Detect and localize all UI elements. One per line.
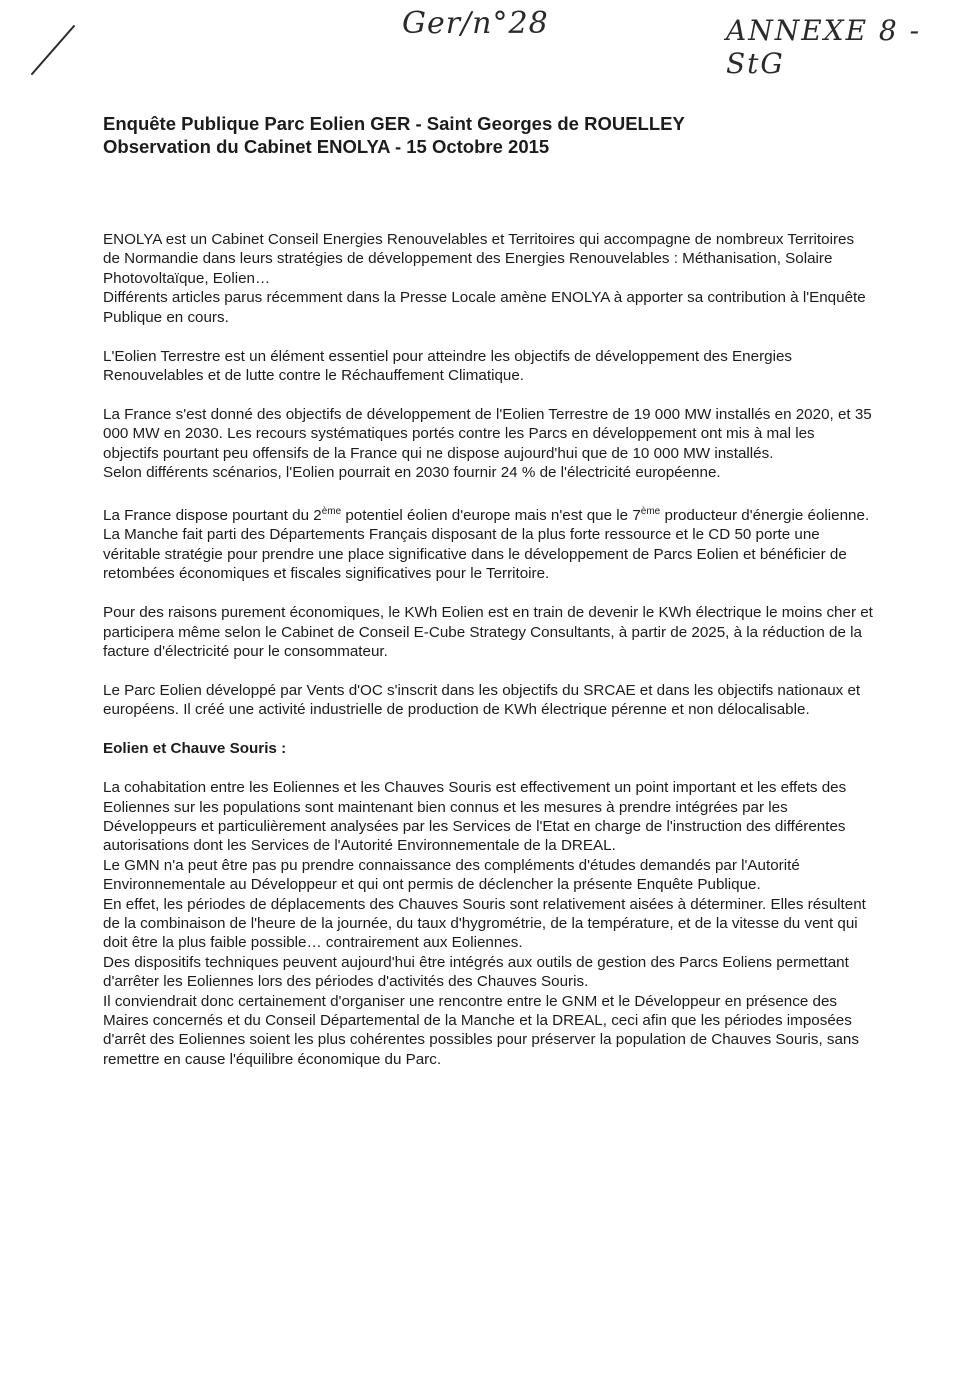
paragraph-eolien-terrestre: L'Eolien Terrestre est un élément essentiel pour atteindre les objectifs de développement des Energies Renouvelables et de lutte contre le Réchauffement Climatique. xyxy=(103,347,792,384)
handwritten-reference: Ger/n°28 xyxy=(402,6,549,41)
potentiel-text-3: producteur d'énergie éolienne. La Manche fait parti des Départements Français disposant de la plus forte ressource et le CD 50 porte une véritable stratégie pour prendre une place significative dans le développement de Parcs Eolien et bénéficier de retombées économiques et fiscales significatives pour le Territoire. xyxy=(103,507,870,583)
paragraph-potentiel xyxy=(103,502,873,584)
section-heading-chauve-souris: Eolien et Chauve Souris : xyxy=(103,740,287,758)
potentiel-text-1: La France dispose pourtant du 2 xyxy=(103,507,322,525)
paragraph-scenarios: Selon différents scénarios, l'Eolien pourrait en 2030 fournir 24 % de l'électricité européenne. xyxy=(103,464,721,482)
title-line-1: Enquête Publique Parc Eolien GER - Saint Georges de ROUELLEY xyxy=(103,113,685,134)
superscript-eme-2: ème xyxy=(640,505,661,517)
paragraph-economie: Pour des raisons purement économiques, le KWh Eolien est en train de devenir le KWh électrique le moins cher et participera même selon le Cabinet de Conseil E-Cube Strategy Consultants, à partir de 2025, à la réduction de la facture d'électricité pour le consommateur. xyxy=(103,604,873,660)
paragraph-cohabitation: La cohabitation entre les Eoliennes et les Chauves Souris est effectivement un point important et les effets des Eoliennes sur les populations sont maintenant bien connus et les mesures à prendre intégrées par les Développeurs et particulièrement analysées par les Services de l'Etat en charge de l'instruction des différentes autorisations dont les Services de l'Autorité Environnementale de la DREAL. xyxy=(103,779,847,855)
paragraph-vents-doc: Le Parc Eolien développé par Vents d'OC s'inscrit dans les objectifs du SRCAE et dans les objectifs nationaux et européens. Il créé une activité industrielle de production de KWh électrique pérenne et non délocalisable. xyxy=(103,681,861,719)
title-line-2: Observation du Cabinet ENOLYA - 15 Octobre 2015 xyxy=(103,136,550,157)
paragraph-periodes: En effet, les périodes de déplacements des Chauves Souris sont relativement aisées à déterminer. Elles résultent de la combinaison de l'heure de la journée, du taux d'hygrométrie, de la température, et de la vitesse du vent qui doit être la plus faible possible… contrairement aux Eoliennes. xyxy=(103,895,866,952)
paragraph-dispositifs: Des dispositifs techniques peuvent aujourd'hui être intégrés aux outils de gestion des Parcs Eoliens permettant d'arrêter les Eoliennes lors des périodes d'activités des Chauves Souris. xyxy=(103,953,849,991)
potentiel-text-2: potentiel éolien d'europe mais n'est que le 7 xyxy=(341,507,641,525)
paragraph-rencontre: Il conviendrait donc certainement d'organiser une rencontre entre le GNM et le Développeur en présence des Maires concernés et du Conseil Départemental de la Manche et la DREAL, ceci afin que les périodes imposées d'arrêt des Eoliennes soient les plus cohérentes possibles pour préserver la population de Chauves Souris, sans remettre en cause l'équilibre économique du Parc. xyxy=(103,992,859,1068)
paragraph-press: Différents articles parus récemment dans la Presse Locale amène ENOLYA à apporter sa contribution à l'Enquête Publique en cours. xyxy=(103,289,866,326)
superscript-eme-1: ème xyxy=(321,505,342,517)
handwritten-annex-label: ANNEXE 8 - StG xyxy=(726,14,922,80)
document-title xyxy=(103,112,685,158)
paragraph-gmn: Le GMN n'a peut être pas pu prendre connaissance des compléments d'études demandés par l'Autorité Environnementale au Développeur et qui ont permis de déclencher la présente Enquête Publique. xyxy=(103,856,800,894)
paragraph-intro: ENOLYA est un Cabinet Conseil Energies Renouvelables et Territoires qui accompagne de nombreux Territoires de Normandie dans leurs stratégies de développement des Energies Renouvelables : Méthanisation, Solaire Photovoltaïque, Eolien… xyxy=(103,231,855,287)
document-body xyxy=(103,230,873,1069)
paragraph-objectifs: La France s'est donné des objectifs de développement de l'Eolien Terrestre de 19 000 MW installés en 2020, et 35 000 MW en 2030. Les recours systématiques portés contre les Parcs en développement ont mis à mal les objectifs pourtant peu offensifs de la France qui ne dispose aujourd'hui que de 10 000 MW installés. xyxy=(103,405,872,462)
handwritten-slash-mark xyxy=(26,22,86,82)
